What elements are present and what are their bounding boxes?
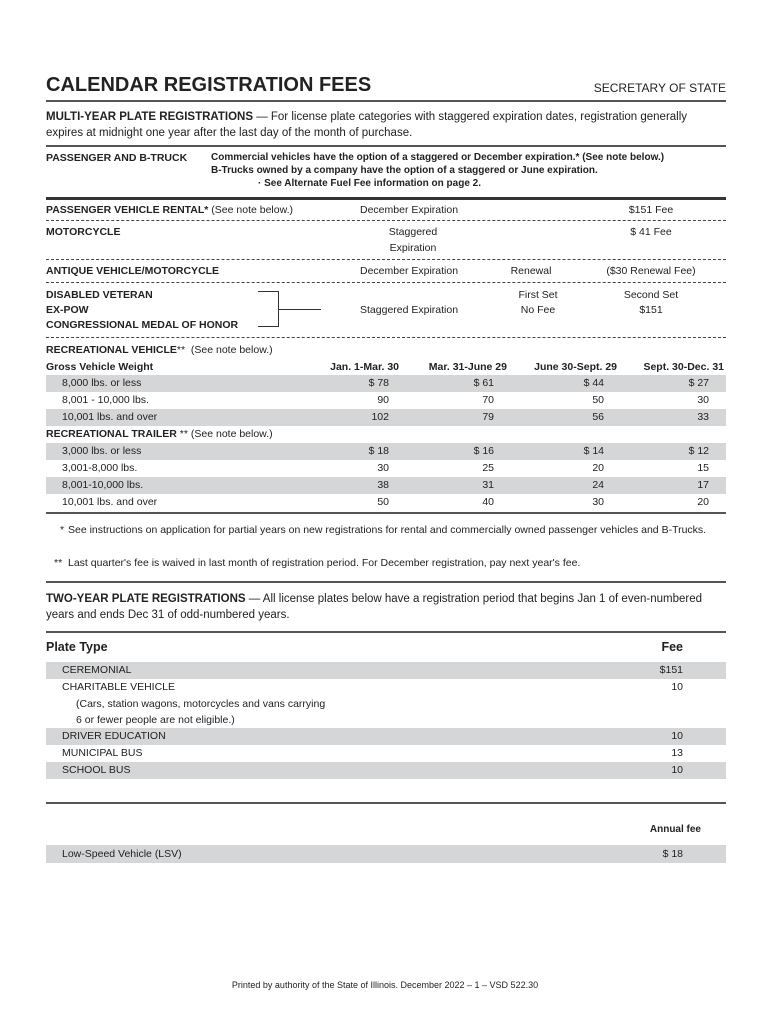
- antique-renewal: Renewal: [510, 265, 552, 277]
- two-year-intro: [46, 591, 726, 623]
- fee-cell: 20: [697, 496, 709, 508]
- rv-heading-row: [46, 344, 273, 356]
- divider: [46, 100, 726, 102]
- fee-cell: 17: [697, 479, 709, 491]
- fee-cell: $ 14: [583, 445, 604, 457]
- fee-cell: $ 18: [368, 445, 389, 457]
- fee-cell: 24: [592, 479, 604, 491]
- note2-text: Last quarter's fee is waived in last month of registration period. For December registration, pay next year's fee.: [68, 557, 581, 569]
- divider: [46, 802, 726, 804]
- veteran-expiration: Staggered Expiration: [360, 304, 459, 316]
- fee-cell: $ 27: [688, 377, 709, 389]
- fee-cell: 50: [377, 496, 389, 508]
- first-set-label: First Set: [518, 289, 558, 301]
- plate-fee-cell: $151: [659, 664, 683, 676]
- plate-fee-cell: 10: [671, 764, 683, 776]
- row-band: [46, 662, 726, 679]
- first-set-fee: No Fee: [520, 304, 556, 316]
- fee-cell: 15: [697, 462, 709, 474]
- ex-pow-label: EX-POW: [46, 304, 89, 316]
- veteran-label: DISABLED VETERAN: [46, 289, 153, 301]
- rv-heading: RECREATIONAL VEHICLE: [46, 344, 177, 356]
- bracket-connector: [279, 309, 321, 310]
- dashed-divider: [46, 282, 726, 283]
- annual-fee-cell: $ 18: [662, 848, 683, 860]
- fee-header: Fee: [661, 640, 683, 654]
- divider: [46, 581, 726, 583]
- fee-cell: 102: [371, 411, 389, 423]
- motorcycle-label: MOTORCYCLE: [46, 226, 121, 238]
- weight-cell: 10,001 lbs. and over: [62, 496, 158, 508]
- fee-cell: 31: [482, 479, 494, 491]
- period-header: Jan. 1-Mar. 30: [330, 361, 399, 373]
- weight-cell: 3,000 lbs. or less: [62, 445, 142, 457]
- fee-cell: 56: [592, 411, 604, 423]
- rental-row: [46, 204, 293, 216]
- divider: [46, 197, 726, 200]
- plate-type-cell: CHARITABLE VEHICLE: [62, 681, 176, 693]
- period-header: Sept. 30-Dec. 31: [643, 361, 724, 373]
- fee-cell: 40: [482, 496, 494, 508]
- plate-type-cell: DRIVER EDUCATION: [62, 730, 166, 742]
- trailer-marks: **: [176, 428, 188, 440]
- fee-cell: 90: [377, 394, 389, 406]
- note1-mark: *: [60, 524, 65, 536]
- note2-mark: **: [54, 557, 63, 569]
- dashed-divider: [46, 259, 726, 260]
- fee-cell: $ 16: [473, 445, 494, 457]
- page-title: CALENDAR REGISTRATION FEES: [46, 74, 372, 96]
- trailer-heading-row: [46, 428, 273, 440]
- note1-text: See instructions on application for partial years on new registrations for rental and commercially owned passenger vehicles and B-Trucks.: [68, 524, 707, 536]
- two-year-text: — All license plates below have a registration period that begins Jan 1 of even-numbered years and ends Dec 31 of odd-numbered years.: [46, 593, 702, 621]
- plate-type-cell: MUNICIPAL BUS: [62, 747, 143, 759]
- plate-detail-cell: (Cars, station wagons, motorcycles and vans carrying: [76, 698, 326, 710]
- weight-cell: 10,001 lbs. and over: [62, 411, 158, 423]
- fee-cell: 30: [377, 462, 389, 474]
- antique-fee: ($30 Renewal Fee): [606, 265, 696, 277]
- annual-type-cell: Low-Speed Vehicle (LSV): [62, 848, 182, 860]
- passenger-note-line: B-Trucks owned by a company have the option of a staggered or June expiration.: [211, 165, 598, 176]
- rental-fee: $151 Fee: [628, 204, 674, 216]
- motorcycle-expiration-1: Staggered: [388, 226, 438, 238]
- fee-cell: 20: [592, 462, 604, 474]
- divider: [46, 145, 726, 147]
- rental-note: (See note below.): [208, 204, 294, 216]
- dashed-divider: [46, 220, 726, 221]
- plate-detail-cell: 6 or fewer people are not eligible.): [76, 714, 235, 726]
- dashed-divider: [46, 337, 726, 338]
- divider: [46, 631, 726, 633]
- annual-fee-header: Annual fee: [649, 824, 701, 835]
- plate-type-cell: CEREMONIAL: [62, 664, 132, 676]
- motorcycle-expiration-2: Expiration: [389, 242, 437, 254]
- weight-cell: 3,001-8,000 lbs.: [62, 462, 138, 474]
- antique-expiration: December Expiration: [360, 265, 459, 277]
- fee-cell: 50: [592, 394, 604, 406]
- fee-cell: 30: [592, 496, 604, 508]
- plate-fee-cell: 10: [671, 681, 683, 693]
- fee-cell: 79: [482, 411, 494, 423]
- passenger-note-line: · See Alternate Fuel Fee information on page 2.: [258, 178, 482, 189]
- fee-cell: $ 12: [688, 445, 709, 457]
- second-set-fee: $151: [639, 304, 663, 316]
- agency-name: SECRETARY OF STATE: [593, 81, 726, 95]
- rental-label: PASSENGER VEHICLE RENTAL*: [46, 204, 209, 216]
- bracket: [258, 291, 279, 327]
- weight-cell: 8,001-10,000 lbs.: [62, 479, 144, 491]
- fee-cell: 30: [697, 394, 709, 406]
- fee-cell: 33: [697, 411, 709, 423]
- footer-text: Printed by authority of the State of Illinois. December 2022 – 1 – VSD 522.30: [231, 980, 539, 990]
- rv-note: (See note below.): [185, 344, 273, 356]
- passenger-btruck-label: PASSENGER AND B-TRUCK: [46, 152, 188, 164]
- motorcycle-fee: $ 41 Fee: [630, 226, 672, 238]
- fee-cell: $ 44: [583, 377, 604, 389]
- fee-cell: $ 78: [368, 377, 389, 389]
- plate-fee-cell: 10: [671, 730, 683, 742]
- two-year-heading: TWO-YEAR PLATE REGISTRATIONS: [46, 593, 246, 605]
- trailer-heading: RECREATIONAL TRAILER: [46, 428, 177, 440]
- fee-cell: 70: [482, 394, 494, 406]
- fee-cell: 25: [482, 462, 494, 474]
- weight-cell: 8,000 lbs. or less: [62, 377, 142, 389]
- passenger-note-line: Commercial vehicles have the option of a staggered or December expiration.* (See note below.): [211, 152, 665, 163]
- rental-expiration: December Expiration: [360, 204, 459, 216]
- antique-label: ANTIQUE VEHICLE/MOTORCYCLE: [46, 265, 220, 277]
- second-set-label: Second Set: [623, 289, 679, 301]
- trailer-note: (See note below.): [187, 428, 273, 440]
- weight-cell: 8,001 - 10,000 lbs.: [62, 394, 149, 406]
- multi-year-heading: MULTI-YEAR PLATE REGISTRATIONS: [46, 111, 253, 123]
- multi-year-text: — For license plate categories with staggered expiration dates, registration generally expires at midnight one year after the last day of the month of purchase.: [46, 111, 688, 139]
- period-header: Mar. 31-June 29: [428, 361, 507, 373]
- period-header: June 30-Sept. 29: [534, 361, 617, 373]
- row-band: [46, 762, 726, 779]
- weight-header: Gross Vehicle Weight: [46, 361, 154, 373]
- plate-fee-cell: 13: [671, 747, 683, 759]
- multi-year-intro: [46, 109, 726, 141]
- plate-type-cell: SCHOOL BUS: [62, 764, 131, 776]
- rv-marks: **: [176, 344, 186, 356]
- divider: [46, 512, 726, 514]
- medal-of-honor-label: CONGRESSIONAL MEDAL OF HONOR: [46, 319, 239, 331]
- fee-cell: $ 61: [473, 377, 494, 389]
- plate-type-header: Plate Type: [46, 640, 108, 654]
- fee-cell: 38: [377, 479, 389, 491]
